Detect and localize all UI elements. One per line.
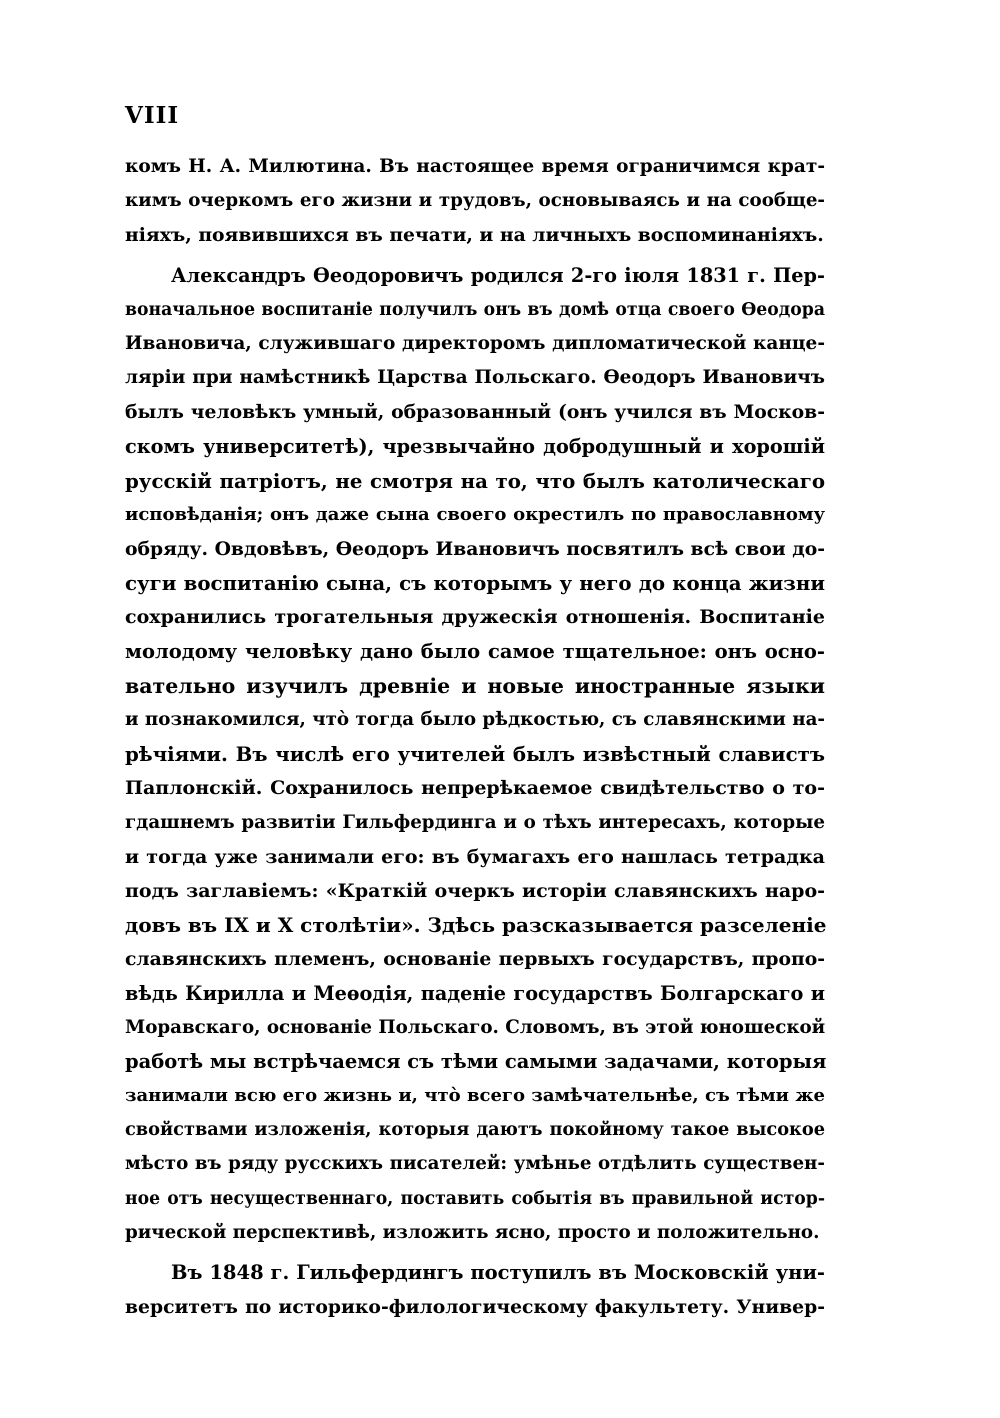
text-line: скомъ университетѣ), чрезвычайно добродушный и хорошій bbox=[125, 434, 825, 458]
paragraph bbox=[125, 150, 825, 253]
text-line: Ивановича, служившаго директоромъ дипломатической канце- bbox=[125, 332, 825, 354]
text-line: занимали всю его жизнь и, что̀ всего замѣчательнѣе, съ тѣми же bbox=[125, 1085, 825, 1107]
text-line: Моравскаго, основаніе Польскаго. Словомъ, въ этой юношеской bbox=[125, 1016, 826, 1038]
text-line: верситетъ по историко-филологическому факультету. Универ- bbox=[125, 1296, 825, 1319]
text-line: довъ въ IX и X столѣтіи». Здѣсь разсказывается разселеніе bbox=[125, 913, 827, 938]
text-line: русскій патріотъ, не смотря на то, что былъ католическаго bbox=[125, 468, 825, 493]
text-line: молодому человѣку дано было самое тщательное: онъ осно- bbox=[125, 639, 825, 663]
text-line: мѣсто въ ряду русскихъ писателей: умѣнье отдѣлить существен- bbox=[125, 1153, 825, 1175]
text-line: ляріи при намѣстникѣ Царства Польскаго. Ѳеодоръ Ивановичъ bbox=[125, 367, 825, 389]
text-line: ніяхъ, появившихся въ печати, и на личныхъ воспоминаніяхъ. bbox=[125, 224, 824, 247]
text-line: вательно изучилъ древніе и новые иностранные языки bbox=[125, 673, 825, 698]
text-line: вѣдь Кирилла и Меѳодія, паденіе государствъ Болгарскаго и bbox=[125, 981, 825, 1005]
text-line: комъ Н. А. Милютина. Въ настоящее время ограничимся крат- bbox=[125, 156, 825, 177]
text-line: и познакомился, что̀ тогда было рѣдкостью, съ славянскими на- bbox=[125, 709, 825, 730]
text-line: обряду. Овдовѣвъ, Ѳеодоръ Ивановичъ посвятилъ всѣ свои до- bbox=[125, 538, 825, 561]
text-line: сохранились трогательныя дружескія отношенія. Воспитаніе bbox=[125, 606, 825, 629]
body-text bbox=[125, 150, 825, 1324]
text-line: суги воспитанію сына, съ которымъ у него до конца жизни bbox=[125, 571, 825, 596]
text-line: воначальное воспитаніе получилъ онъ въ домѣ отца своего Ѳеодора bbox=[125, 299, 825, 320]
text-line: Александръ Ѳеодоровичъ родился 2-го іюля 1831 г. Пер- bbox=[171, 263, 825, 287]
text-line: гдашнемъ развитіи Гильфердинга и о тѣхъ интересахъ, которые bbox=[125, 811, 825, 833]
text-line: свойствами изложенія, которыя даютъ покойному такое высокое bbox=[125, 1119, 825, 1141]
text-line: кимъ очеркомъ его жизни и трудовъ, основываясь и на сообще- bbox=[125, 190, 825, 212]
text-line: подъ заглавіемъ: «Краткій очеркъ исторіи славянскихъ наро- bbox=[125, 879, 825, 902]
text-line: былъ человѣкъ умный, образованный (онъ учился въ Москов- bbox=[125, 401, 825, 424]
text-line: рической перспективѣ, изложить ясно, просто и положительно. bbox=[125, 1221, 820, 1243]
paragraph bbox=[125, 259, 825, 1250]
text-line: Въ 1848 г. Гильфердингъ поступилъ въ Московскій уни- bbox=[171, 1261, 825, 1284]
text-line: работѣ мы встрѣчаемся съ тѣми самыми задачами, которыя bbox=[125, 1049, 827, 1073]
text-line: славянскихъ племенъ, основаніе первыхъ государствъ, пропо- bbox=[125, 948, 825, 971]
page-number: VIII bbox=[125, 102, 180, 129]
text-line: ное отъ несущественнаго, поставить событія въ правильной истор- bbox=[125, 1188, 825, 1209]
paragraph bbox=[125, 1256, 825, 1324]
text-line: рѣчіями. Въ числѣ его учителей былъ извѣстный славистъ bbox=[125, 742, 825, 767]
text-line: исповѣданія; онъ даже сына своего окрестилъ по православному bbox=[125, 503, 825, 525]
text-line: Паплонскій. Сохранилось непрерѣкаемое свидѣтельство о то- bbox=[125, 777, 825, 800]
text-line: и тогда уже занимали его: въ бумагахъ его нашлась тетрадка bbox=[125, 845, 825, 868]
